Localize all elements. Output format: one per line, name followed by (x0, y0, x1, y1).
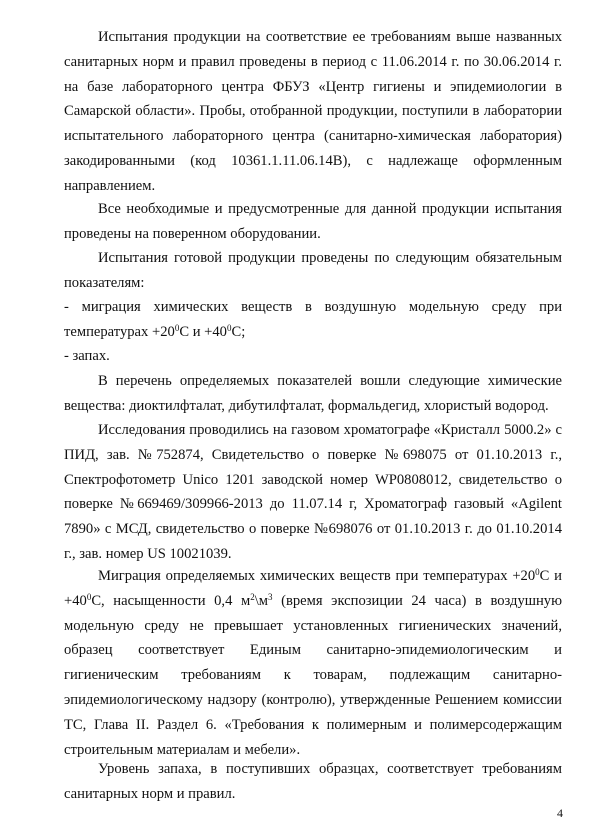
paragraph-migration-results (64, 564, 562, 762)
results-text-1: Миграция определяемых химических веществ при температурах +20 (98, 568, 536, 584)
degree-superscript: 0 (226, 322, 232, 333)
paragraph-odor-level: Уровень запаха, в поступивших образцах, соответствует требованиям санитарных норм и правил. (64, 761, 562, 802)
results-text-5: (время экспозиции 24 часа) в воздушную модельную среду не превышает установленных гигиенических значений, образец соответствует Единым санитарно-эпидемиологическим и гигиеническим требованиям к товарам, подлежащим санитарно-эпидемиологическому надзору (контролю), утвержденные Решением комиссии ТС, Глава II. Раздел 6. «Требования к полимерным и полимерсодержащим строительным материалам и мебели». (64, 592, 562, 758)
degree-superscript: 0 (535, 567, 540, 577)
migration-text-1: - миграция химических веществ в воздушную модельную среду при температурах +20 (64, 299, 562, 340)
page-number: 4 (557, 806, 563, 820)
exponent-superscript: 3 (268, 591, 273, 602)
paragraph-instruments: Исследования проводились на газовом хроматографе «Кристалл 5000.2» с ПИД, зав. №752874, Свидетельство о поверке №698075 от 01.10.2013 г., Спектрофотометр Unico 1201 заводской номер WP0808012, свидетельство о поверке №669469/309966-2013 до 11.07.14 г, Хроматограф газовый «Agilent 7890» с МСД, свидетельство о поверке №698076 от 01.10.2013 г. до 01.10.2014 г., зав. номер US 10021039. (64, 422, 562, 562)
paragraph-equipment: Все необходимые и предусмотренные для данной продукции испытания проведены на поверенном оборудовании. (64, 201, 562, 242)
exponent-superscript: 2 (250, 591, 255, 602)
paragraph-chemicals: В перечень определяемых показателей вошли следующие химические вещества: диоктилфталат, дибутилфталат, формальдегид, хлористый водород. (64, 373, 562, 414)
list-item-odor: - запах. (64, 348, 110, 364)
migration-text-2: С и +40 (179, 323, 227, 340)
migration-text-3: С; (231, 323, 246, 340)
paragraph-indicators-intro: Испытания готовой продукции проведены по следующим обязательным показателям: (64, 250, 562, 291)
results-text-2: С и +40 (64, 568, 562, 609)
degree-superscript: 0 (86, 591, 92, 602)
results-text-4: \м (254, 592, 269, 609)
paragraph-testing-period: Испытания продукции на соответствие ее требованиям выше названных санитарных норм и правил проведены в период с 11.06.2014 г. по 30.06.2014 г. на базе лабораторного центра ФБУЗ «Центр гигиены и эпидемиологии в Самарской области». Пробы, отобранной продукции, поступили в лаборатории испытательного лабораторного центра (санитарно-химическая лаборатория) закодированными (код 10361.1.11.06.14В), с надлежаще оформленным направлением. (64, 29, 562, 194)
list-item-migration (64, 295, 562, 345)
results-text-3: С, насыщенности 0,4 м (91, 592, 251, 609)
degree-superscript: 0 (174, 322, 180, 333)
